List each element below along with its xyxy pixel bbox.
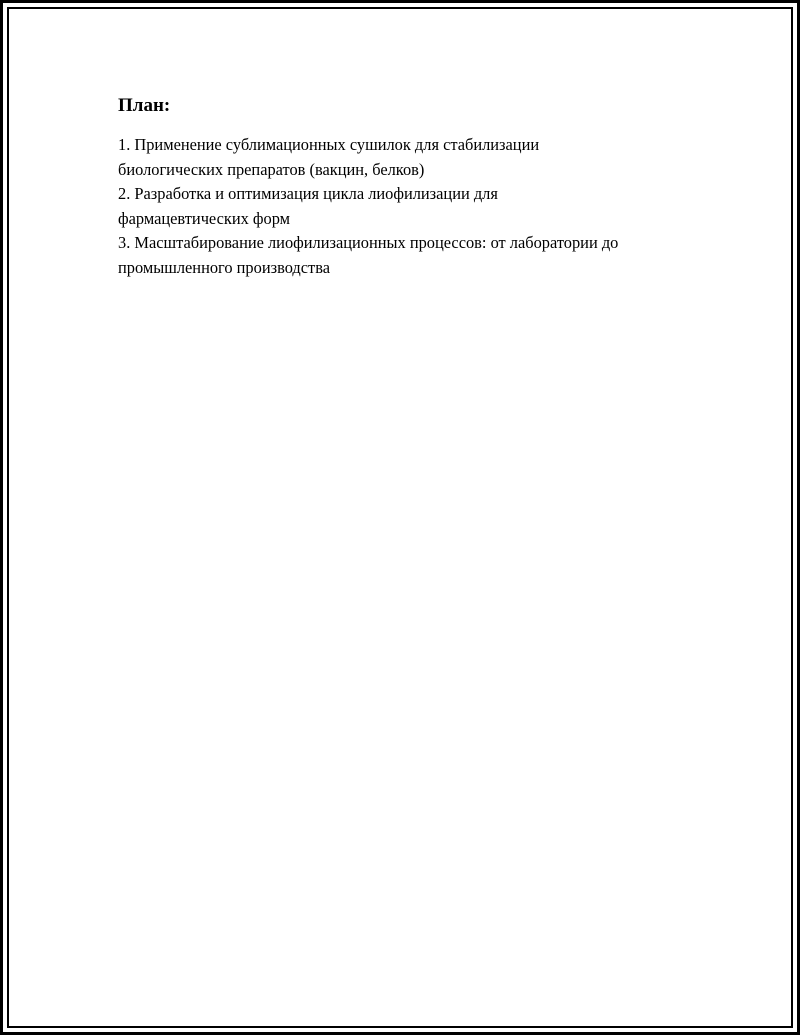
plan-item-1-line-1: 1. Применение сублимационных сушилок для стабилизации <box>118 135 540 154</box>
plan-item-3-line-1: 3. Масштабирование лиофилизационных процессов: от лаборатории до <box>118 233 619 252</box>
plan-item-1 <box>118 133 718 182</box>
plan-list <box>118 133 718 280</box>
plan-item-2 <box>118 182 718 231</box>
plan-item-3-line-2: промышленного производства <box>118 257 330 277</box>
plan-heading: План: <box>118 95 171 116</box>
document-body <box>118 93 718 280</box>
plan-item-2-line-2: фармацевтических форм <box>118 208 291 228</box>
plan-item-2-line-1: 2. Разработка и оптимизация цикла лиофилизации для <box>118 184 498 203</box>
plan-item-3 <box>118 231 718 280</box>
plan-item-1-line-2: биологических препаратов (вакцин, белков) <box>118 159 425 179</box>
